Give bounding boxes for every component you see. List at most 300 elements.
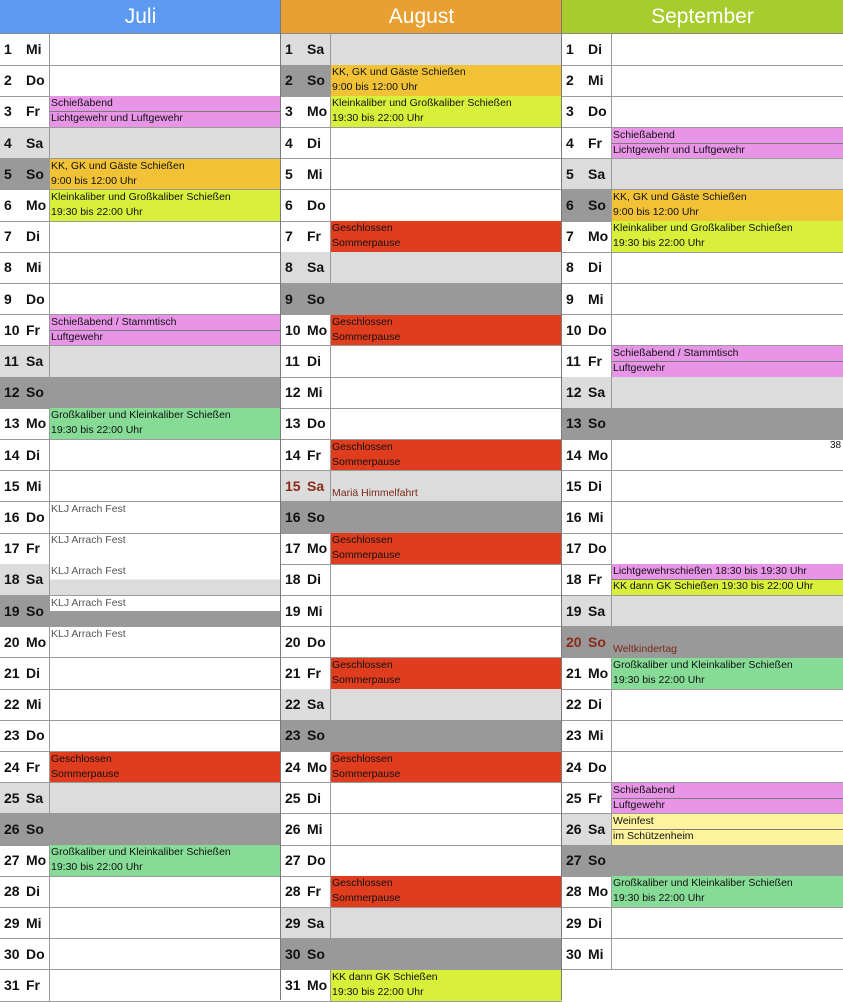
event-detail: 19:30 bis 22:00 Uhr <box>613 892 705 905</box>
day-row <box>281 845 562 877</box>
event-cell <box>331 502 562 533</box>
day-number: 28 <box>566 883 582 900</box>
day-number: 18 <box>4 571 20 588</box>
weekday-label: Mi <box>588 509 604 525</box>
day-cell <box>562 252 612 283</box>
day-cell <box>0 377 50 408</box>
day-row <box>562 96 843 128</box>
event-detail: Sommerpause <box>332 892 401 905</box>
day-cell <box>0 596 50 627</box>
day-row <box>281 128 562 160</box>
event-cell <box>331 533 562 564</box>
weekday-label: Fr <box>588 134 602 151</box>
day-row <box>281 814 562 846</box>
day-cell <box>562 845 612 876</box>
day-row <box>0 252 281 284</box>
event-cell <box>612 876 843 907</box>
weekday-label: So <box>26 384 44 401</box>
day-row <box>562 689 843 721</box>
event-cell <box>331 284 562 315</box>
day-row <box>0 814 281 846</box>
day-cell <box>0 315 50 346</box>
day-cell <box>562 814 612 845</box>
day-row <box>0 190 281 222</box>
weekday-label: Sa <box>307 696 325 713</box>
day-row <box>0 970 281 1002</box>
day-number: 3 <box>285 103 293 120</box>
day-row <box>281 658 562 690</box>
day-cell <box>281 315 331 346</box>
day-number: 8 <box>566 259 574 276</box>
day-row <box>0 783 281 815</box>
event-cell <box>612 564 843 595</box>
day-row <box>562 377 843 409</box>
day-cell <box>0 252 50 283</box>
weekday-label: Mo <box>307 977 328 993</box>
weekday-label: So <box>26 602 44 619</box>
event-cell <box>50 440 281 471</box>
event-title: Geschlossen <box>332 877 393 890</box>
day-row <box>281 908 562 940</box>
event-detail: Sommerpause <box>332 455 401 468</box>
day-row <box>281 159 562 191</box>
weekday-label: Mi <box>307 602 323 619</box>
weekday-label: Fr <box>26 321 40 338</box>
event-cell <box>50 564 281 595</box>
weekday-label: Do <box>588 321 607 338</box>
day-number: 29 <box>566 914 582 931</box>
day-number: 11 <box>4 353 19 369</box>
weekday-label: Sa <box>26 571 44 588</box>
event-detail: Sommerpause <box>332 237 401 250</box>
month-header: August <box>281 0 562 34</box>
day-row <box>562 814 843 846</box>
event-cell <box>612 408 843 439</box>
event-cell <box>331 908 562 939</box>
day-cell <box>0 533 50 564</box>
day-cell <box>562 939 612 970</box>
day-cell <box>281 908 331 939</box>
weekday-label: Do <box>588 758 607 775</box>
weekday-label: Di <box>26 446 40 463</box>
event-cell <box>50 596 281 627</box>
event-detail: Sommerpause <box>332 330 401 343</box>
day-number: 4 <box>4 134 12 151</box>
weekday-label: Mo <box>26 197 47 213</box>
event-title: Geschlossen <box>332 659 393 671</box>
day-number: 5 <box>285 165 293 182</box>
event-cell <box>612 939 843 970</box>
event-cell <box>331 315 562 346</box>
day-row <box>0 346 281 378</box>
event-cell <box>50 128 281 159</box>
event-cell <box>331 190 562 221</box>
column-divider <box>280 0 281 1000</box>
day-row <box>562 252 843 284</box>
day-number: 30 <box>285 945 301 962</box>
day-row <box>0 627 281 659</box>
day-cell <box>562 65 612 96</box>
event-cell <box>50 96 281 127</box>
event-cell <box>50 34 281 65</box>
day-row <box>0 658 281 690</box>
day-row <box>281 377 562 409</box>
event-cell <box>50 65 281 96</box>
weekday-label: Sa <box>26 789 44 806</box>
day-row <box>281 970 562 1002</box>
day-row <box>562 190 843 222</box>
event-cell <box>331 689 562 720</box>
day-number: 29 <box>285 914 301 931</box>
event-cell <box>612 190 843 221</box>
event-cell <box>612 627 843 658</box>
day-number: 4 <box>566 134 574 151</box>
day-cell <box>281 346 331 377</box>
event-title: Geschlossen <box>332 752 393 765</box>
column-divider <box>561 0 562 1000</box>
event-cell <box>612 221 843 252</box>
day-row <box>562 564 843 596</box>
day-cell <box>281 876 331 907</box>
event-detail: Sommerpause <box>332 674 401 686</box>
month-header: September <box>562 0 843 34</box>
event-title: Großkaliber und Kleinkaliber Schießen <box>51 846 231 859</box>
weekday-label: Do <box>26 727 45 744</box>
day-number: 10 <box>285 321 301 338</box>
weekday-label: Di <box>26 665 40 681</box>
weekday-label: Fr <box>26 540 40 557</box>
day-cell <box>562 502 612 533</box>
day-number: 27 <box>285 852 301 869</box>
event-detail: 19:30 bis 22:00 Uhr <box>51 861 143 874</box>
day-number: 31 <box>285 977 301 993</box>
weekday-label: Do <box>307 415 326 432</box>
day-number: 15 <box>285 477 301 494</box>
month-column-juli <box>0 0 281 1000</box>
day-cell <box>281 440 331 471</box>
day-row <box>281 720 562 752</box>
event-detail: 19:30 bis 22:00 Uhr <box>613 237 705 250</box>
event-title: Kleinkaliber und Großkaliber Schießen <box>51 191 231 203</box>
event-detail: Sommerpause <box>51 767 120 780</box>
event-title: Kleinkaliber und Großkaliber Schießen <box>613 222 793 235</box>
day-cell <box>562 221 612 252</box>
day-number: 17 <box>566 540 582 557</box>
day-number: 21 <box>285 665 301 681</box>
weekday-label: Mi <box>307 821 323 837</box>
day-row <box>562 752 843 784</box>
day-cell <box>0 939 50 970</box>
weekday-label: So <box>307 72 325 89</box>
event-cell <box>612 845 843 876</box>
event-detail: KK dann GK Schießen 19:30 bis 22:00 Uhr <box>613 580 814 593</box>
day-cell <box>0 159 50 190</box>
day-cell <box>281 284 331 315</box>
event-cell <box>50 783 281 814</box>
day-number: 19 <box>285 602 301 619</box>
event-cell <box>50 315 281 346</box>
day-number: 24 <box>566 758 582 775</box>
day-cell <box>281 471 331 502</box>
day-cell <box>562 96 612 127</box>
event-title: KLJ Arrach Fest <box>51 596 126 609</box>
day-cell <box>0 284 50 315</box>
day-row <box>0 159 281 191</box>
event-cell <box>612 65 843 96</box>
day-number: 11 <box>566 353 581 369</box>
event-detail: Luftgewehr <box>613 362 665 374</box>
event-cell <box>331 408 562 439</box>
day-cell <box>281 939 331 970</box>
day-row <box>0 471 281 503</box>
day-number: 2 <box>4 72 12 89</box>
event-title: KLJ Arrach Fest <box>51 627 126 640</box>
day-number: 3 <box>4 103 12 120</box>
event-cell <box>612 346 843 377</box>
day-row <box>281 596 562 628</box>
event-cell <box>331 970 562 1001</box>
day-cell <box>0 346 50 377</box>
day-cell <box>281 658 331 689</box>
day-row <box>562 221 843 253</box>
event-detail: 19:30 bis 22:00 Uhr <box>332 112 424 125</box>
weekday-label: Do <box>26 72 45 89</box>
day-number: 28 <box>4 883 20 900</box>
day-row <box>281 408 562 440</box>
weekday-label: So <box>307 727 325 744</box>
event-cell <box>50 377 281 408</box>
event-cell <box>612 128 843 159</box>
weekday-label: Fr <box>307 883 321 900</box>
weekday-label: Mo <box>307 321 328 338</box>
day-cell <box>281 408 331 439</box>
day-row <box>562 159 843 191</box>
event-detail: im Schützenheim <box>613 830 694 842</box>
weekday-label: Fr <box>26 977 40 993</box>
event-cell <box>612 689 843 720</box>
day-number: 19 <box>4 602 20 619</box>
weekday-label: Mo <box>588 665 609 681</box>
day-number: 10 <box>4 321 20 338</box>
weekday-label: Di <box>307 571 321 588</box>
day-number: 5 <box>566 165 574 182</box>
day-number: 20 <box>566 633 582 650</box>
day-number: 18 <box>566 571 582 588</box>
day-row <box>281 783 562 815</box>
day-number: 14 <box>566 446 582 463</box>
day-cell <box>0 876 50 907</box>
month-column-september <box>562 0 843 1000</box>
event-cell <box>612 284 843 315</box>
event-cell <box>612 814 843 845</box>
day-row <box>0 845 281 877</box>
day-row <box>281 284 562 316</box>
day-cell <box>281 502 331 533</box>
event-cell <box>50 408 281 439</box>
day-number: 7 <box>285 228 293 245</box>
day-row <box>562 908 843 940</box>
day-row <box>281 190 562 222</box>
weekday-label: Mi <box>26 41 42 57</box>
weekday-label: Fr <box>588 789 602 806</box>
event-detail: 9:00 bis 12:00 Uhr <box>332 81 418 94</box>
day-cell <box>562 627 612 658</box>
event-detail: Luftgewehr <box>51 330 103 343</box>
day-number: 6 <box>4 197 12 213</box>
day-number: 12 <box>285 384 301 401</box>
weekday-label: Mo <box>588 883 609 900</box>
day-row <box>0 34 281 66</box>
day-row <box>0 908 281 940</box>
day-row <box>281 876 562 908</box>
event-detail: Luftgewehr <box>613 798 665 811</box>
weekday-label: So <box>588 633 606 650</box>
day-cell <box>562 533 612 564</box>
event-title: Geschlossen <box>332 534 393 547</box>
event-detail: 9:00 bis 12:00 Uhr <box>51 174 137 187</box>
day-cell <box>0 752 50 783</box>
event-cell <box>612 315 843 346</box>
day-cell <box>281 845 331 876</box>
event-cell <box>50 284 281 315</box>
day-number: 8 <box>285 259 293 276</box>
weekday-label: Di <box>307 789 321 806</box>
event-title: Großkaliber und Kleinkaliber Schießen <box>51 409 231 422</box>
day-cell <box>0 814 50 845</box>
day-number: 11 <box>285 353 300 369</box>
event-detail: 19:30 bis 22:00 Uhr <box>332 986 424 998</box>
day-row <box>562 596 843 628</box>
day-row <box>281 564 562 596</box>
event-cell <box>331 34 562 65</box>
day-number: 28 <box>285 883 301 900</box>
day-row <box>281 627 562 659</box>
event-cell <box>50 252 281 283</box>
day-row <box>0 315 281 347</box>
weekday-label: Mo <box>26 415 47 432</box>
event-cell <box>331 96 562 127</box>
day-cell <box>0 845 50 876</box>
weekday-label: Do <box>588 540 607 557</box>
day-row <box>281 471 562 503</box>
day-number: 27 <box>566 852 582 869</box>
day-cell <box>0 190 50 221</box>
day-row <box>281 502 562 534</box>
day-row <box>562 658 843 690</box>
day-row <box>281 96 562 128</box>
day-cell <box>0 408 50 439</box>
day-cell <box>562 128 612 159</box>
event-detail: 19:30 bis 22:00 Uhr <box>613 674 705 686</box>
day-number: 26 <box>4 821 20 837</box>
event-cell <box>331 346 562 377</box>
weekday-label: Do <box>307 852 326 869</box>
weekday-label: Mi <box>307 165 323 182</box>
weekday-label: Sa <box>26 134 44 151</box>
day-cell <box>0 720 50 751</box>
day-number: 10 <box>566 321 582 338</box>
day-row <box>562 34 843 66</box>
event-detail: Weltkindertag <box>613 642 678 655</box>
month-header: Juli <box>0 0 281 34</box>
weekday-label: Sa <box>307 477 325 494</box>
event-cell <box>50 533 281 564</box>
day-cell <box>0 128 50 159</box>
event-title: KK, GK und Gäste Schießen <box>51 159 185 172</box>
day-row <box>281 65 562 97</box>
weekday-label: Fr <box>26 103 40 120</box>
day-row <box>281 440 562 472</box>
weekday-label: Mo <box>307 758 328 775</box>
weekday-label: Sa <box>307 259 325 276</box>
day-cell <box>0 627 50 658</box>
day-cell <box>281 814 331 845</box>
day-cell <box>562 876 612 907</box>
event-cell <box>612 34 843 65</box>
day-row <box>0 752 281 784</box>
day-number: 7 <box>566 228 574 245</box>
day-number: 4 <box>285 134 293 151</box>
day-number: 22 <box>4 696 20 713</box>
event-cell <box>331 440 562 471</box>
event-cell <box>331 627 562 658</box>
day-row <box>0 720 281 752</box>
weekday-label: Mi <box>588 290 604 307</box>
event-title: KLJ Arrach Fest <box>51 534 126 547</box>
weekday-label: Sa <box>588 821 606 837</box>
day-row <box>0 876 281 908</box>
day-cell <box>281 65 331 96</box>
day-cell <box>0 65 50 96</box>
day-row <box>562 284 843 316</box>
day-cell <box>281 596 331 627</box>
weekday-label: Sa <box>307 914 325 931</box>
day-number: 9 <box>566 290 574 307</box>
day-number: 19 <box>566 602 582 619</box>
day-cell <box>0 221 50 252</box>
event-cell <box>331 658 562 689</box>
weekday-label: Do <box>307 197 326 213</box>
event-detail: 19:30 bis 22:00 Uhr <box>51 206 143 218</box>
day-row <box>281 221 562 253</box>
day-number: 5 <box>4 165 12 182</box>
event-cell <box>331 845 562 876</box>
weekday-label: Fr <box>307 446 321 463</box>
event-cell <box>331 814 562 845</box>
event-cell <box>50 471 281 502</box>
day-row <box>562 783 843 815</box>
event-cell <box>331 939 562 970</box>
weekday-label: Sa <box>26 353 44 369</box>
day-number: 13 <box>566 415 582 432</box>
event-cell <box>331 752 562 783</box>
event-title: Geschlossen <box>332 315 393 328</box>
day-row <box>0 533 281 565</box>
day-number: 3 <box>566 103 574 120</box>
event-cell <box>50 346 281 377</box>
weekday-label: Mo <box>26 633 47 650</box>
weekday-label: Di <box>588 477 602 494</box>
day-cell <box>562 315 612 346</box>
event-title: Geschlossen <box>332 440 393 453</box>
day-number: 15 <box>4 477 20 494</box>
event-title: Geschlossen <box>332 222 393 235</box>
weekday-label: Sa <box>588 602 606 619</box>
event-cell <box>50 689 281 720</box>
day-cell <box>562 658 612 689</box>
day-cell <box>281 190 331 221</box>
day-number: 2 <box>285 72 293 89</box>
